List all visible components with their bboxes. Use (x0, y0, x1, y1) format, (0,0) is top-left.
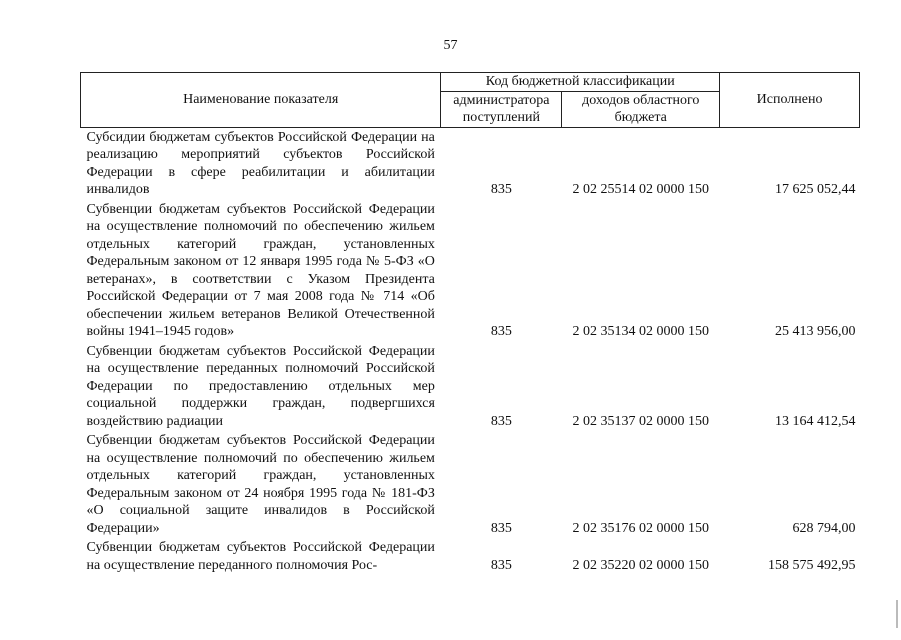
row-code: 2 02 25514 02 0000 150 (572, 182, 709, 197)
page-number: 57 (443, 38, 458, 53)
table-row (81, 342, 860, 432)
table-row (81, 200, 860, 342)
row-amount: 17 625 052,44 (775, 182, 856, 197)
header-amount: Исполнено (720, 73, 860, 128)
row-admin: 835 (490, 520, 512, 536)
header-code: доходов областного бюджета (562, 91, 720, 127)
row-code: 2 02 35134 02 0000 150 (572, 324, 709, 339)
table-row (81, 538, 860, 575)
scan-edge-mark (896, 600, 898, 628)
row-admin: 835 (490, 557, 512, 573)
row-code: 2 02 35137 02 0000 150 (572, 413, 709, 429)
row-name: Субвенции бюджетам субъектов Российской Федерации на осуществление переданного полномочия Рос- (86, 540, 435, 573)
row-name: Субвенции бюджетам субъектов Российской Федерации на осуществление полномочий по обеспечению жильем отдельных категорий граждан, установленных Федеральным законом от 12 января 1995 года № 5-ФЗ «О ветеранах», в соответствии с Указом Президента Российской Федерации от 7 мая 2008 года № 714 «Об обеспечении жильем ветеранов Великой Отечественной войны 1941–1945 годов» (86, 201, 435, 339)
row-code: 2 02 35176 02 0000 150 (572, 520, 709, 536)
row-amount: 25 413 956,00 (775, 324, 856, 339)
row-amount: 158 575 492,95 (768, 557, 856, 573)
row-name: Субсидии бюджетам субъектов Российской Федерации на реализацию мероприятий субъектов Российской Федерации в сфере реабилитации и абилитации инвалидов (86, 129, 435, 197)
table-row (81, 127, 860, 200)
row-admin: 835 (490, 182, 512, 197)
header-name: Наименование показателя (81, 73, 441, 128)
row-admin: 835 (490, 413, 512, 429)
budget-table (80, 72, 860, 575)
header-admin: администратора поступлений (441, 91, 562, 127)
table-row (81, 431, 860, 538)
row-amount: 628 794,00 (792, 520, 856, 536)
row-name: Субвенции бюджетам субъектов Российской Федерации на осуществление переданных полномочий Российской Федерации по предоставлению отдельных мер социальной поддержки граждан, подвергшихся воздействию радиации (86, 343, 435, 429)
header-classification-group: Код бюджетной классификации (441, 73, 720, 92)
row-admin: 835 (490, 324, 512, 339)
row-code: 2 02 35220 02 0000 150 (572, 557, 709, 573)
row-name: Субвенции бюджетам субъектов Российской Федерации на осуществление полномочий по обеспечению жильем отдельных категорий граждан, установленных Федеральным законом от 24 ноября 1995 года № 181-ФЗ «О социальной защите инвалидов в Российской Федерации» (86, 433, 435, 536)
table-header (81, 73, 860, 128)
row-amount: 13 164 412,54 (775, 413, 856, 429)
